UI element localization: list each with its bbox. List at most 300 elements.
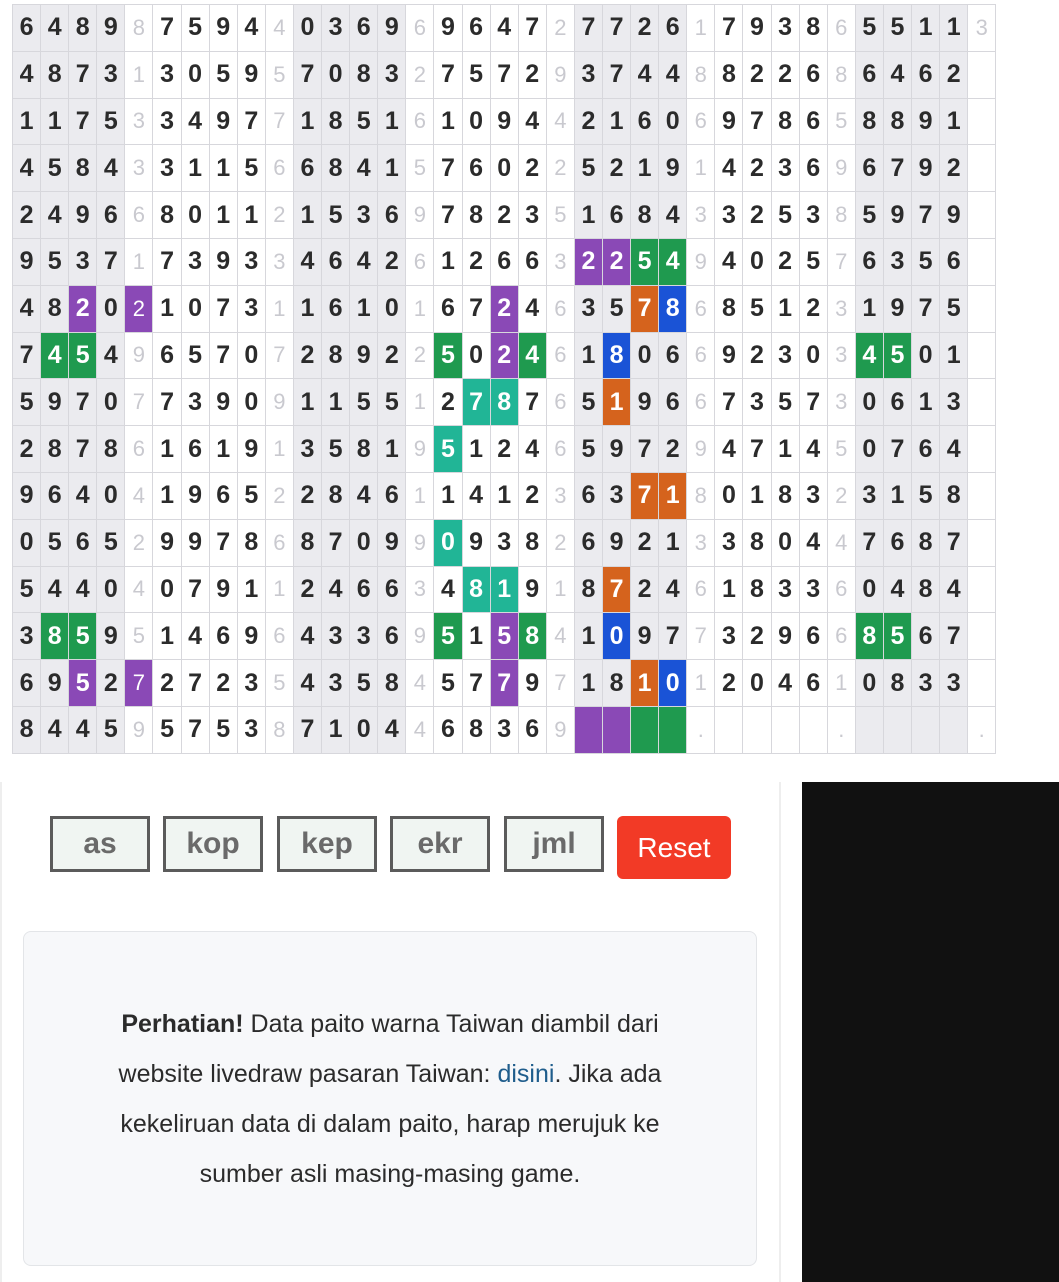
- grid-separator-cell: 3: [125, 145, 153, 192]
- grid-cell: 5: [574, 145, 602, 192]
- grid-cell: 5: [209, 51, 237, 98]
- grid-cell: 1: [883, 472, 911, 519]
- grid-separator-cell: 8: [827, 192, 855, 239]
- grid-cell: 0: [490, 145, 518, 192]
- grid-cell: 8: [69, 5, 97, 52]
- grid-cell: 2: [743, 145, 771, 192]
- grid-cell: 4: [69, 706, 97, 753]
- grid-cell: 0: [434, 519, 462, 566]
- grid-cell: 5: [350, 660, 378, 707]
- grid-cell: 8: [743, 519, 771, 566]
- grid-cell: 4: [462, 472, 490, 519]
- grid-cell: 1: [940, 332, 968, 379]
- filter-button-kep[interactable]: kep: [277, 816, 377, 872]
- grid-cell: 8: [41, 51, 69, 98]
- grid-cell: 6: [659, 332, 687, 379]
- grid-cell: 2: [940, 145, 968, 192]
- grid-cell: 3: [237, 706, 265, 753]
- grid-cell: 7: [631, 285, 659, 332]
- grid-separator-cell: 6: [827, 5, 855, 52]
- grid-separator-cell: 5: [265, 660, 293, 707]
- grid-cell: 1: [378, 145, 406, 192]
- grid-cell: 2: [715, 660, 743, 707]
- grid-cell: 8: [41, 613, 69, 660]
- grid-cell: [659, 706, 687, 753]
- grid-cell: 0: [350, 706, 378, 753]
- grid-cell: 4: [97, 332, 125, 379]
- grid-cell: 5: [41, 238, 69, 285]
- grid-cell: 3: [237, 238, 265, 285]
- grid-cell: 4: [41, 5, 69, 52]
- grid-cell: 0: [659, 660, 687, 707]
- grid-cell: 5: [378, 379, 406, 426]
- grid-cell: 1: [912, 379, 940, 426]
- grid-cell: 4: [518, 332, 546, 379]
- grid-separator-cell: 3: [546, 238, 574, 285]
- table-row: [13, 426, 996, 473]
- grid-cell: 9: [462, 519, 490, 566]
- grid-cell: 3: [771, 145, 799, 192]
- grid-cell: 9: [181, 472, 209, 519]
- grid-cell: 6: [209, 613, 237, 660]
- grid-cell: 8: [771, 98, 799, 145]
- grid-cell: 7: [434, 145, 462, 192]
- notice-box: [23, 931, 757, 1266]
- grid-cell: 3: [322, 613, 350, 660]
- grid-cell: 4: [13, 285, 41, 332]
- grid-cell: 9: [631, 379, 659, 426]
- grid-cell: 0: [293, 5, 321, 52]
- grid-cell: 5: [97, 98, 125, 145]
- grid-cell: 5: [97, 519, 125, 566]
- grid-cell: 6: [293, 145, 321, 192]
- grid-cell: 3: [378, 51, 406, 98]
- grid-cell: 8: [602, 660, 630, 707]
- grid-separator-cell: 3: [546, 472, 574, 519]
- grid-cell: 8: [883, 660, 911, 707]
- grid-cell: 6: [518, 238, 546, 285]
- grid-separator-cell: 7: [827, 238, 855, 285]
- grid-cell: 2: [378, 332, 406, 379]
- grid-cell: 1: [659, 472, 687, 519]
- grid-cell: 1: [41, 98, 69, 145]
- grid-cell: 3: [574, 51, 602, 98]
- table-row: [13, 192, 996, 239]
- filter-button-jml[interactable]: jml: [504, 816, 604, 872]
- grid-cell: 0: [350, 519, 378, 566]
- grid-separator-cell: 6: [827, 566, 855, 613]
- table-row: [13, 379, 996, 426]
- grid-cell: 1: [434, 98, 462, 145]
- panel-divider: [779, 782, 781, 1282]
- grid-cell: 7: [209, 519, 237, 566]
- grid-cell: [771, 706, 799, 753]
- grid-cell: 6: [883, 379, 911, 426]
- grid-cell: 2: [771, 51, 799, 98]
- grid-cell: 9: [41, 660, 69, 707]
- grid-separator-cell: 9: [125, 332, 153, 379]
- grid-cell: 8: [743, 566, 771, 613]
- grid-cell: [574, 706, 602, 753]
- grid-cell: 2: [434, 379, 462, 426]
- grid-cell: 1: [153, 613, 181, 660]
- grid-cell: 0: [97, 285, 125, 332]
- grid-cell: 4: [855, 332, 883, 379]
- grid-cell: 1: [574, 660, 602, 707]
- grid-cell: 7: [69, 426, 97, 473]
- grid-cell: 1: [462, 426, 490, 473]
- grid-cell: 8: [715, 285, 743, 332]
- grid-cell: 8: [518, 519, 546, 566]
- grid-cell: 9: [13, 238, 41, 285]
- filter-button-kop[interactable]: kop: [163, 816, 263, 872]
- grid-cell: 6: [518, 706, 546, 753]
- notice-text-part1: Data paito warna Taiwan diambil dari website livedraw pasaran Taiwan:: [118, 1009, 659, 1088]
- grid-cell: 8: [912, 566, 940, 613]
- grid-cell: 9: [237, 613, 265, 660]
- grid-separator-cell: 6: [546, 285, 574, 332]
- grid-cell: 4: [434, 566, 462, 613]
- grid-cell: 2: [378, 238, 406, 285]
- grid-cell: 3: [940, 660, 968, 707]
- grid-separator-cell: 4: [406, 706, 434, 753]
- grid-cell: 7: [912, 285, 940, 332]
- grid-cell: 8: [41, 426, 69, 473]
- grid-separator-cell: 6: [687, 285, 715, 332]
- grid-cell: 0: [855, 660, 883, 707]
- grid-cell: 8: [350, 51, 378, 98]
- grid-cell: 7: [602, 566, 630, 613]
- grid-cell: 2: [631, 566, 659, 613]
- grid-separator-cell: 2: [125, 285, 153, 332]
- grid-cell: 7: [799, 379, 827, 426]
- grid-cell: 3: [181, 238, 209, 285]
- grid-cell: 2: [293, 472, 321, 519]
- grid-separator-cell: 5: [406, 145, 434, 192]
- grid-cell: 8: [41, 285, 69, 332]
- grid-cell: 3: [771, 566, 799, 613]
- grid-cell: 5: [434, 660, 462, 707]
- grid-cell: 2: [462, 238, 490, 285]
- grid-cell: 3: [237, 660, 265, 707]
- grid-cell: 5: [799, 238, 827, 285]
- grid-cell: 1: [574, 192, 602, 239]
- grid-cell: 1: [350, 285, 378, 332]
- grid-cell: 0: [799, 332, 827, 379]
- grid-cell: 7: [293, 706, 321, 753]
- grid-cell: 5: [181, 332, 209, 379]
- table-row: [13, 706, 996, 753]
- grid-cell: 0: [181, 51, 209, 98]
- grid-cell: 4: [631, 51, 659, 98]
- grid-cell: 2: [743, 51, 771, 98]
- grid-cell: 1: [912, 5, 940, 52]
- grid-separator-cell: 6: [546, 426, 574, 473]
- grid-cell: 1: [940, 5, 968, 52]
- grid-cell: 6: [799, 660, 827, 707]
- grid-cell: 8: [378, 660, 406, 707]
- grid-cell: 7: [97, 238, 125, 285]
- grid-cell: 9: [209, 379, 237, 426]
- grid-separator-cell: [968, 285, 996, 332]
- grid-cell: 3: [97, 51, 125, 98]
- filter-button-as[interactable]: as: [50, 816, 150, 872]
- grid-cell: 3: [13, 613, 41, 660]
- grid-cell: 2: [490, 285, 518, 332]
- grid-cell: 6: [799, 98, 827, 145]
- grid-cell: 7: [462, 285, 490, 332]
- notice-link[interactable]: disini: [497, 1059, 555, 1088]
- table-row: [13, 660, 996, 707]
- grid-cell: 7: [153, 379, 181, 426]
- grid-cell: 2: [574, 238, 602, 285]
- grid-cell: 9: [518, 566, 546, 613]
- grid-cell: 2: [940, 51, 968, 98]
- grid-cell: 6: [574, 472, 602, 519]
- table-row: [13, 51, 996, 98]
- grid-cell: 6: [855, 238, 883, 285]
- grid-cell: 9: [659, 145, 687, 192]
- grid-separator-cell: 1: [265, 566, 293, 613]
- grid-cell: 1: [434, 472, 462, 519]
- grid-cell: 4: [350, 145, 378, 192]
- grid-cell: 6: [883, 519, 911, 566]
- grid-cell: 8: [715, 51, 743, 98]
- grid-cell: 8: [97, 426, 125, 473]
- grid-separator-cell: 9: [406, 192, 434, 239]
- grid-cell: 5: [771, 192, 799, 239]
- grid-cell: 9: [181, 519, 209, 566]
- grid-cell: 6: [434, 706, 462, 753]
- grid-cell: 7: [237, 98, 265, 145]
- grid-cell: 9: [743, 5, 771, 52]
- grid-cell: 8: [237, 519, 265, 566]
- grid-separator-cell: [968, 566, 996, 613]
- grid-cell: [743, 706, 771, 753]
- grid-cell: 3: [799, 192, 827, 239]
- grid-cell: 5: [434, 613, 462, 660]
- grid-separator-cell: 3: [406, 566, 434, 613]
- grid-cell: 9: [350, 332, 378, 379]
- grid-cell: 0: [715, 472, 743, 519]
- grid-separator-cell: [968, 660, 996, 707]
- table-row: [13, 98, 996, 145]
- grid-cell: 9: [490, 98, 518, 145]
- grid-separator-cell: 2: [125, 519, 153, 566]
- grid-separator-cell: [968, 426, 996, 473]
- grid-cell: 3: [293, 426, 321, 473]
- grid-cell: 2: [69, 285, 97, 332]
- grid-cell: 0: [237, 379, 265, 426]
- grid-cell: 3: [490, 706, 518, 753]
- grid-cell: 4: [799, 426, 827, 473]
- grid-separator-cell: 1: [406, 379, 434, 426]
- grid-cell: 9: [237, 51, 265, 98]
- grid-cell: 9: [715, 98, 743, 145]
- grid-separator-cell: 4: [546, 613, 574, 660]
- grid-cell: 2: [743, 332, 771, 379]
- grid-separator-cell: 2: [827, 472, 855, 519]
- grid-cell: 5: [434, 332, 462, 379]
- grid-cell: 1: [855, 285, 883, 332]
- grid-cell: 1: [715, 566, 743, 613]
- grid-cell: 5: [322, 192, 350, 239]
- grid-cell: 7: [434, 192, 462, 239]
- grid-cell: 6: [322, 238, 350, 285]
- grid-separator-cell: 9: [827, 145, 855, 192]
- grid-cell: 1: [13, 98, 41, 145]
- grid-cell: 0: [771, 519, 799, 566]
- grid-cell: 1: [378, 98, 406, 145]
- grid-cell: 7: [883, 426, 911, 473]
- grid-cell: 8: [602, 332, 630, 379]
- grid-cell: 4: [518, 98, 546, 145]
- grid-separator-cell: 1: [687, 5, 715, 52]
- grid-separator-cell: 7: [546, 660, 574, 707]
- grid-cell: 7: [209, 332, 237, 379]
- grid-cell: 5: [602, 285, 630, 332]
- grid-separator-cell: 6: [687, 98, 715, 145]
- grid-cell: 9: [209, 98, 237, 145]
- grid-cell: 4: [97, 145, 125, 192]
- grid-cell: 5: [912, 472, 940, 519]
- grid-cell: 7: [13, 332, 41, 379]
- grid-cell: 7: [912, 192, 940, 239]
- grid-cell: 1: [659, 519, 687, 566]
- grid-cell: 2: [631, 519, 659, 566]
- grid-cell: 2: [490, 426, 518, 473]
- grid-cell: 7: [293, 51, 321, 98]
- grid-cell: 6: [912, 613, 940, 660]
- grid-cell: 7: [181, 706, 209, 753]
- grid-cell: 6: [13, 660, 41, 707]
- grid-cell: 4: [378, 706, 406, 753]
- notice-text: [90, 999, 690, 1199]
- grid-cell: 6: [434, 285, 462, 332]
- grid-cell: [883, 706, 911, 753]
- grid-cell: 5: [883, 332, 911, 379]
- grid-cell: 6: [209, 472, 237, 519]
- grid-cell: 9: [378, 5, 406, 52]
- grid-cell: 4: [293, 613, 321, 660]
- grid-cell: 4: [350, 238, 378, 285]
- grid-cell: 1: [209, 426, 237, 473]
- grid-cell: 0: [659, 98, 687, 145]
- grid-cell: 3: [350, 192, 378, 239]
- grid-separator-cell: 3: [687, 192, 715, 239]
- grid-cell: 7: [153, 5, 181, 52]
- grid-separator-cell: 2: [546, 519, 574, 566]
- grid-separator-cell: 4: [265, 5, 293, 52]
- grid-cell: 6: [659, 379, 687, 426]
- grid-separator-cell: 1: [827, 660, 855, 707]
- grid-cell: 3: [883, 238, 911, 285]
- grid-cell: 4: [69, 566, 97, 613]
- grid-cell: 3: [153, 51, 181, 98]
- grid-cell: 0: [743, 660, 771, 707]
- grid-separator-cell: 2: [406, 332, 434, 379]
- grid-cell: 6: [181, 426, 209, 473]
- grid-cell: 9: [912, 98, 940, 145]
- grid-cell: 0: [181, 192, 209, 239]
- grid-separator-cell: 9: [687, 426, 715, 473]
- grid-cell: 8: [322, 472, 350, 519]
- grid-cell: 9: [883, 192, 911, 239]
- grid-cell: 7: [518, 5, 546, 52]
- grid-separator-cell: [968, 192, 996, 239]
- grid-cell: 6: [322, 285, 350, 332]
- grid-separator-cell: 9: [546, 706, 574, 753]
- grid-cell: 4: [41, 192, 69, 239]
- grid-cell: 6: [912, 426, 940, 473]
- grid-separator-cell: 1: [546, 566, 574, 613]
- grid-separator-cell: 4: [827, 519, 855, 566]
- grid-cell: 7: [462, 379, 490, 426]
- reset-button[interactable]: Reset: [617, 816, 731, 879]
- grid-separator-cell: 1: [265, 426, 293, 473]
- grid-separator-cell: 2: [546, 145, 574, 192]
- grid-cell: 6: [855, 51, 883, 98]
- grid-separator-cell: 2: [546, 5, 574, 52]
- grid-cell: 7: [490, 660, 518, 707]
- grid-separator-cell: 6: [827, 613, 855, 660]
- grid-cell: 7: [209, 285, 237, 332]
- grid-separator-cell: 3: [265, 238, 293, 285]
- grid-cell: 2: [13, 426, 41, 473]
- grid-cell: 7: [490, 51, 518, 98]
- grid-cell: 8: [69, 145, 97, 192]
- grid-cell: 9: [715, 332, 743, 379]
- grid-cell: 7: [940, 519, 968, 566]
- grid-cell: 9: [153, 519, 181, 566]
- filter-button-ekr[interactable]: ekr: [390, 816, 490, 872]
- grid-separator-cell: 4: [125, 472, 153, 519]
- grid-cell: 6: [378, 613, 406, 660]
- grid-separator-cell: 7: [125, 660, 153, 707]
- grid-cell: 1: [237, 192, 265, 239]
- notice-text-part2: . Jika ada kekeliruan data di dalam paito, harap merujuk ke sumber asli masing-masing game.: [120, 1059, 662, 1188]
- grid-cell: 1: [574, 613, 602, 660]
- grid-cell: [631, 706, 659, 753]
- grid-cell: 9: [41, 379, 69, 426]
- grid-cell: 4: [13, 51, 41, 98]
- grid-cell: 8: [462, 192, 490, 239]
- grid-cell: 3: [181, 379, 209, 426]
- grid-cell: 2: [153, 660, 181, 707]
- grid-cell: 5: [631, 238, 659, 285]
- grid-cell: 0: [13, 519, 41, 566]
- grid-separator-cell: [968, 145, 996, 192]
- grid-cell: 9: [13, 472, 41, 519]
- table-row: [13, 566, 996, 613]
- grid-cell: 5: [883, 613, 911, 660]
- grid-cell: 6: [69, 519, 97, 566]
- grid-cell: 9: [209, 238, 237, 285]
- grid-separator-cell: 7: [265, 98, 293, 145]
- grid-cell: 8: [293, 519, 321, 566]
- grid-separator-cell: 9: [546, 51, 574, 98]
- side-panel: [802, 782, 1059, 1282]
- grid-cell: 3: [715, 192, 743, 239]
- grid-cell: 8: [490, 379, 518, 426]
- grid-cell: [799, 706, 827, 753]
- grid-separator-cell: 5: [827, 98, 855, 145]
- grid-cell: 5: [69, 660, 97, 707]
- grid-cell: 6: [855, 145, 883, 192]
- grid-cell: 2: [518, 51, 546, 98]
- grid-cell: 1: [490, 472, 518, 519]
- grid-cell: 5: [237, 145, 265, 192]
